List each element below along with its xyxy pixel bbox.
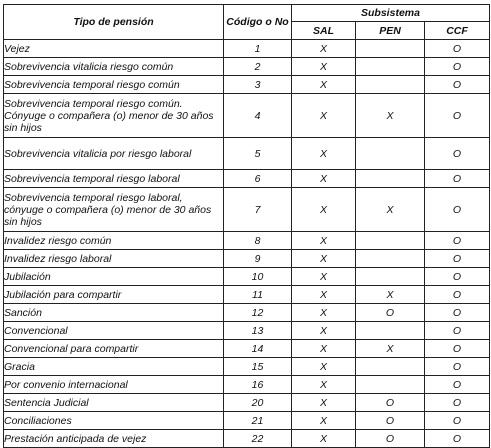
cell-tipo: Sobrevivencia temporal riesgo común <box>4 76 224 94</box>
cell-tipo: Sobrevivencia vitalicia por riesgo laboral <box>4 138 224 170</box>
cell-tipo: Invalidez riesgo común <box>4 232 224 250</box>
cell-codigo: 11 <box>224 286 292 304</box>
cell-ccf: O <box>425 232 490 250</box>
cell-sal: X <box>292 250 356 268</box>
table-row <box>4 340 490 358</box>
cell-ccf: O <box>425 188 490 232</box>
cell-ccf: O <box>425 286 490 304</box>
cell-pen: O <box>356 430 425 448</box>
cell-codigo: 4 <box>224 94 292 138</box>
cell-sal: X <box>292 430 356 448</box>
cell-tipo: Sobrevivencia temporal riesgo común. Cónyuge o compañera (o) menor de 30 años sin hijos <box>4 94 224 138</box>
cell-ccf: O <box>425 94 490 138</box>
cell-sal: X <box>292 340 356 358</box>
cell-codigo: 13 <box>224 322 292 340</box>
cell-tipo: Conciliaciones <box>4 412 224 430</box>
cell-pen <box>356 358 425 376</box>
header-codigo: Código o No <box>224 5 292 40</box>
cell-pen: X <box>356 340 425 358</box>
cell-pen: X <box>356 286 425 304</box>
header-pen: PEN <box>356 22 425 40</box>
cell-ccf: O <box>425 394 490 412</box>
table-row <box>4 412 490 430</box>
cell-pen: O <box>356 412 425 430</box>
cell-tipo: Vejez <box>4 40 224 58</box>
cell-ccf: O <box>425 322 490 340</box>
cell-ccf: O <box>425 376 490 394</box>
table-row <box>4 376 490 394</box>
cell-pen <box>356 376 425 394</box>
cell-tipo: Jubilación <box>4 268 224 286</box>
cell-tipo: Sanción <box>4 304 224 322</box>
cell-ccf: O <box>425 358 490 376</box>
cell-tipo: Convencional para compartir <box>4 340 224 358</box>
cell-ccf: O <box>425 304 490 322</box>
cell-codigo: 21 <box>224 412 292 430</box>
cell-ccf: O <box>425 58 490 76</box>
table-row <box>4 94 490 138</box>
cell-tipo: Jubilación para compartir <box>4 286 224 304</box>
cell-sal: X <box>292 376 356 394</box>
cell-tipo: Sobrevivencia temporal riesgo laboral, cónyuge o compañera (o) menor de 30 años sin hijos <box>4 188 224 232</box>
cell-codigo: 10 <box>224 268 292 286</box>
table-row <box>4 138 490 170</box>
cell-codigo: 2 <box>224 58 292 76</box>
cell-ccf: O <box>425 412 490 430</box>
cell-codigo: 6 <box>224 170 292 188</box>
cell-ccf: O <box>425 268 490 286</box>
cell-pen <box>356 322 425 340</box>
cell-pen: X <box>356 188 425 232</box>
cell-ccf: O <box>425 170 490 188</box>
cell-sal: X <box>292 58 356 76</box>
cell-pen <box>356 76 425 94</box>
table-row <box>4 188 490 232</box>
cell-tipo: Gracia <box>4 358 224 376</box>
cell-tipo: Prestación anticipada de vejez <box>4 430 224 448</box>
cell-sal: X <box>292 170 356 188</box>
cell-tipo: Invalidez riesgo laboral <box>4 250 224 268</box>
table-row <box>4 40 490 58</box>
cell-sal: X <box>292 232 356 250</box>
cell-pen <box>356 40 425 58</box>
table-row <box>4 430 490 448</box>
cell-tipo: Sentencia Judicial <box>4 394 224 412</box>
cell-codigo: 16 <box>224 376 292 394</box>
header-ccf: CCF <box>425 22 490 40</box>
table-row <box>4 58 490 76</box>
header-tipo-pension: Tipo de pensión <box>4 5 224 40</box>
table-row <box>4 250 490 268</box>
cell-codigo: 22 <box>224 430 292 448</box>
cell-sal: X <box>292 394 356 412</box>
cell-tipo: Sobrevivencia temporal riesgo laboral <box>4 170 224 188</box>
cell-tipo: Convencional <box>4 322 224 340</box>
cell-sal: X <box>292 268 356 286</box>
cell-codigo: 14 <box>224 340 292 358</box>
table-row <box>4 286 490 304</box>
table-row <box>4 394 490 412</box>
cell-ccf: O <box>425 430 490 448</box>
cell-tipo: Sobrevivencia vitalicia riesgo común <box>4 58 224 76</box>
table-row <box>4 76 490 94</box>
cell-codigo: 15 <box>224 358 292 376</box>
cell-sal: X <box>292 188 356 232</box>
table-row <box>4 304 490 322</box>
header-sal: SAL <box>292 22 356 40</box>
cell-pen: O <box>356 394 425 412</box>
cell-pen <box>356 268 425 286</box>
cell-pen: O <box>356 304 425 322</box>
cell-sal: X <box>292 304 356 322</box>
table-row <box>4 358 490 376</box>
table-header <box>4 5 490 40</box>
cell-sal: X <box>292 412 356 430</box>
cell-pen <box>356 232 425 250</box>
cell-ccf: O <box>425 250 490 268</box>
table-row <box>4 322 490 340</box>
cell-codigo: 5 <box>224 138 292 170</box>
cell-pen <box>356 250 425 268</box>
cell-pen <box>356 58 425 76</box>
cell-codigo: 20 <box>224 394 292 412</box>
table-row <box>4 170 490 188</box>
cell-sal: X <box>292 138 356 170</box>
cell-sal: X <box>292 94 356 138</box>
table-row <box>4 232 490 250</box>
cell-ccf: O <box>425 76 490 94</box>
cell-sal: X <box>292 286 356 304</box>
cell-codigo: 3 <box>224 76 292 94</box>
cell-pen <box>356 170 425 188</box>
cell-sal: X <box>292 358 356 376</box>
cell-codigo: 7 <box>224 188 292 232</box>
cell-codigo: 9 <box>224 250 292 268</box>
pension-types-table <box>3 4 490 448</box>
cell-ccf: O <box>425 138 490 170</box>
cell-ccf: O <box>425 340 490 358</box>
cell-codigo: 8 <box>224 232 292 250</box>
cell-pen <box>356 138 425 170</box>
cell-tipo: Por convenio internacional <box>4 376 224 394</box>
cell-codigo: 12 <box>224 304 292 322</box>
header-subsistema: Subsistema <box>292 5 490 22</box>
cell-sal: X <box>292 40 356 58</box>
cell-codigo: 1 <box>224 40 292 58</box>
cell-ccf: O <box>425 40 490 58</box>
table-row <box>4 268 490 286</box>
cell-sal: X <box>292 322 356 340</box>
cell-sal: X <box>292 76 356 94</box>
cell-pen: X <box>356 94 425 138</box>
table-body <box>4 40 490 448</box>
